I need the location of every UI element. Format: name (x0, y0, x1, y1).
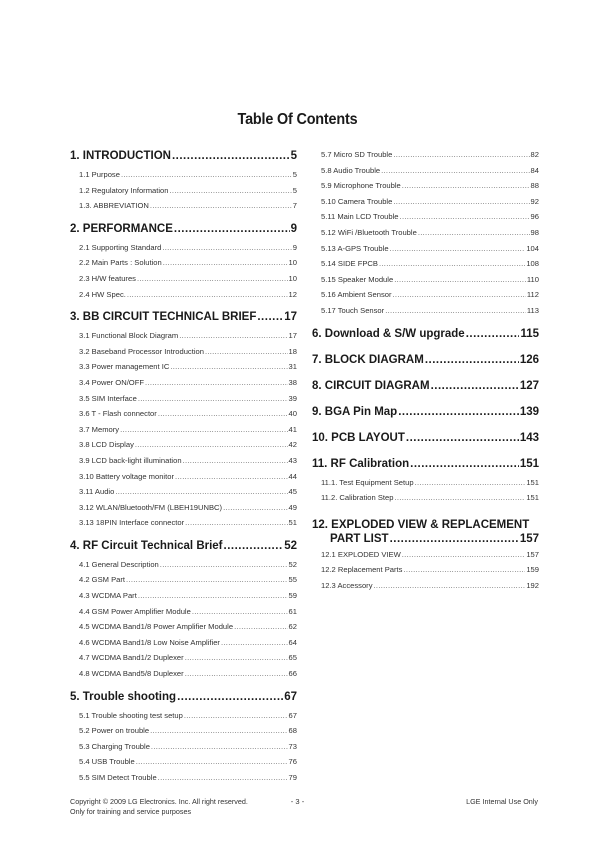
toc-entry-page: 64 (288, 637, 297, 647)
toc-entry[interactable] (70, 170, 297, 186)
toc-entry-label: 5.13 A-GPS Trouble (321, 243, 389, 253)
toc-section-title: 6. Download & S/W upgrade (312, 327, 465, 340)
leader-dots (170, 186, 292, 195)
toc-entry-label: 5.10 Camera Trouble (321, 196, 393, 206)
leader-dots (120, 425, 287, 434)
toc-entry[interactable] (312, 244, 539, 260)
toc-section-heading[interactable] (312, 406, 539, 426)
toc-entry-label: 4.5 WCDMA Band1/8 Power Amplifier Module (79, 622, 234, 632)
toc-entry-label: 5.17 Touch Sensor (321, 305, 385, 315)
toc-entry-page: 31 (288, 362, 297, 372)
toc-section-heading[interactable] (312, 458, 539, 478)
toc-entry[interactable] (70, 186, 297, 202)
leader-dots (398, 406, 519, 418)
leader-dots (150, 201, 292, 210)
toc-section-heading[interactable] (70, 540, 297, 560)
toc-entry-page: 113 (526, 305, 539, 315)
toc-entry[interactable] (70, 362, 297, 378)
toc-entry-page: 59 (288, 591, 297, 601)
toc-entry[interactable] (70, 487, 297, 503)
toc-entry[interactable] (70, 560, 297, 576)
toc-section (70, 223, 297, 311)
toc-entry-label: 5.5 SIM Detect Trouble (79, 773, 157, 782)
toc-section (312, 458, 539, 515)
toc-entry-page: 104 (526, 243, 539, 253)
toc-section-page: 115 (520, 327, 539, 340)
toc-entry-page: 43 (288, 455, 297, 465)
leader-dots (175, 472, 288, 481)
toc-entry-label: 5.2 Power on trouble (79, 726, 150, 736)
toc-section-12[interactable] (312, 518, 539, 550)
toc-entry-page: 66 (288, 669, 297, 679)
toc-section (312, 328, 539, 354)
toc-entry[interactable] (70, 456, 297, 472)
toc-entry-page: 39 (288, 393, 297, 403)
toc-entry-label: 3.11 Audio (79, 487, 115, 497)
toc-entry[interactable] (70, 347, 297, 363)
toc-entry[interactable] (70, 201, 297, 217)
toc-entry[interactable] (70, 622, 297, 638)
toc-entry-label: 12.1 EXPLODED VIEW (321, 549, 401, 559)
toc-entry-label: 3.7 Memory (79, 424, 120, 434)
leader-dots (185, 669, 288, 678)
toc-section-title: 10. PCB LAYOUT (312, 431, 405, 444)
leader-dots (151, 742, 288, 751)
toc-entry[interactable] (70, 607, 297, 623)
leader-dots (136, 757, 288, 766)
toc-entry-page: 62 (288, 622, 297, 632)
leader-dots (115, 487, 287, 496)
toc-entry-label: 3.3 Power management IC (79, 362, 170, 372)
toc-section-page: 5 (290, 150, 297, 162)
toc-section (70, 311, 297, 540)
toc-entry[interactable] (70, 638, 297, 654)
toc-section-page: 126 (519, 353, 539, 366)
toc-entry-page: 5 (292, 185, 297, 195)
footer-page-number: - 3 - (290, 797, 305, 806)
leader-dots (172, 150, 290, 162)
toc-entry[interactable] (70, 773, 297, 789)
toc-section-heading[interactable] (312, 432, 539, 452)
toc-entry-label: 5.8 Audio Trouble (321, 165, 381, 175)
toc-entry-label: 5.15 Speaker Module (321, 274, 394, 284)
toc-entry-label: 5.7 Micro SD Trouble (321, 150, 393, 159)
toc-entry[interactable] (312, 493, 539, 509)
toc-entry-label: 5.1 Trouble shooting test setup (79, 710, 183, 720)
toc-entry-page: 98 (530, 227, 539, 237)
toc-entry-page: 5 (292, 170, 297, 179)
toc-entry[interactable] (312, 259, 539, 275)
toc-section-title: 5. Trouble shooting (70, 690, 177, 703)
leader-dots (163, 258, 288, 267)
toc-entry-page: 84 (530, 165, 539, 175)
toc-section-heading[interactable] (312, 354, 539, 374)
toc-entry[interactable] (312, 581, 539, 597)
toc-entry[interactable] (70, 378, 297, 394)
leader-dots (379, 259, 525, 268)
leader-dots (394, 275, 526, 284)
toc-entry-label: 3.8 LCD Display (79, 440, 134, 450)
leader-dots (431, 380, 519, 392)
section-12-title-line2: PART LIST (330, 532, 389, 545)
toc-right-column (312, 150, 539, 597)
toc-entry-page: 112 (526, 290, 539, 300)
toc-entry-page: 76 (288, 757, 297, 767)
leader-dots (126, 575, 288, 584)
toc-entry[interactable] (312, 181, 539, 197)
leader-dots (135, 440, 288, 449)
toc-entry-label: 3.6 T - Flash connector (79, 409, 157, 419)
leader-dots (192, 607, 288, 616)
toc-section-page: 143 (519, 431, 539, 444)
toc-entry-page: 9 (292, 242, 297, 252)
toc-entry-page: 151 (526, 477, 539, 487)
toc-entry-label: 11.2. Calibration Step (321, 493, 394, 503)
toc-entry[interactable] (312, 478, 539, 494)
leader-dots (184, 711, 288, 720)
toc-entry-label: 3.5 SIM Interface (79, 393, 137, 403)
toc-section-page: 127 (519, 379, 539, 392)
toc-section (312, 432, 539, 458)
toc-entry-label: 2.1 Supporting Standard (79, 242, 162, 252)
toc-entry-label: 3.13 18PIN Interface connector (79, 518, 185, 528)
toc-section-heading[interactable] (70, 150, 297, 170)
leader-dots (170, 362, 287, 371)
right-sections (312, 328, 539, 515)
toc-entry-page: 159 (526, 565, 539, 575)
toc-entry-page: 45 (288, 487, 297, 497)
leader-dots (402, 550, 526, 559)
toc-entry-page: 67 (288, 710, 297, 720)
toc-entry-page: 82 (530, 150, 539, 159)
toc-entry-page: 192 (526, 580, 539, 590)
toc-entry[interactable] (70, 503, 297, 519)
leader-dots (234, 622, 287, 631)
toc-entry-label: 1.3. ABBREVIATION (79, 201, 149, 211)
toc-entry-page: 68 (288, 726, 297, 736)
toc-entry-label: 5.4 USB Trouble (79, 757, 135, 767)
toc-entry-label: 5.3 Charging Trouble (79, 741, 150, 751)
leader-dots (393, 150, 529, 159)
footer-copyright: Copyright © 2009 LG Electronics. Inc. All right reserved. (70, 797, 248, 806)
toc-entry-label: 12.3 Accessory (321, 580, 373, 590)
toc-section-page: 67 (284, 690, 297, 703)
toc-entry-page: 79 (288, 773, 297, 782)
toc-section (312, 406, 539, 432)
toc-entry[interactable] (70, 394, 297, 410)
toc-entry-page: 42 (288, 440, 297, 450)
leader-dots (162, 243, 291, 252)
toc-entry-label: 4.2 GSM Part (79, 575, 126, 585)
toc-entry-page: 65 (288, 653, 297, 663)
leader-dots (390, 532, 519, 546)
toc-entry[interactable] (312, 550, 539, 566)
footer-note: Only for training and service purposes (70, 807, 192, 816)
page-title: Table Of Contents (237, 111, 358, 128)
toc-entry[interactable] (70, 409, 297, 425)
toc-entry[interactable] (70, 711, 297, 727)
leader-dots (257, 311, 283, 323)
toc-entry-page: 44 (288, 471, 297, 481)
toc-entry-page: 40 (288, 409, 297, 419)
leader-dots (385, 306, 526, 315)
toc-entry-page: 38 (288, 377, 297, 387)
toc-entry-page: 10 (288, 273, 297, 283)
toc-section-page: 9 (290, 222, 297, 235)
toc-entry-page: 157 (526, 549, 539, 559)
toc-entry[interactable] (70, 742, 297, 758)
toc-section-page: 151 (519, 457, 539, 470)
leader-dots (393, 290, 526, 299)
leader-dots (400, 212, 530, 221)
toc-section-heading[interactable] (70, 691, 297, 711)
toc-entry-page: 151 (526, 493, 539, 503)
toc-entry[interactable] (70, 518, 297, 534)
toc-entry[interactable] (70, 591, 297, 607)
toc-entry-page: 51 (288, 518, 297, 528)
toc-entry[interactable] (312, 306, 539, 322)
toc-section-heading[interactable] (70, 311, 297, 331)
toc-section-title: 2. PERFORMANCE (70, 222, 173, 235)
leader-dots (158, 773, 288, 782)
toc-entry-label: 2.2 Main Parts : Solution (79, 258, 162, 268)
toc-section (312, 380, 539, 406)
leader-dots (466, 328, 520, 340)
toc-section-title: 9. BGA Pin Map (312, 405, 398, 418)
footer-classification: LGE Internal Use Only (466, 797, 538, 806)
toc-entry-label: 3.4 Power ON/OFF (79, 377, 144, 387)
leader-dots (127, 290, 288, 299)
toc-entry-page: 12 (288, 289, 297, 299)
toc-entry-label: 3.9 LCD back-light illumination (79, 455, 182, 465)
toc-entry[interactable] (70, 440, 297, 456)
leader-dots (183, 456, 288, 465)
toc-entry[interactable] (70, 653, 297, 669)
toc-entry-label: 5.12 WiFi /Bluetooth Trouble (321, 227, 417, 237)
toc-entry-label: 5.14 SIDE FPCB (321, 259, 378, 269)
leader-dots (138, 394, 288, 403)
toc-section-heading[interactable] (312, 380, 539, 400)
toc-section (70, 150, 297, 223)
toc-section-page: 52 (284, 539, 297, 552)
leader-dots (418, 228, 530, 237)
toc-entry-page: 18 (288, 346, 297, 356)
toc-entry-label: 3.2 Baseband Processor Introduction (79, 346, 204, 356)
toc-entry[interactable] (70, 575, 297, 591)
leader-dots (185, 518, 287, 527)
toc-entry-page: 73 (288, 741, 297, 751)
toc-section (70, 540, 297, 691)
leader-dots (205, 347, 288, 356)
toc-section-page: 139 (519, 405, 539, 418)
leader-dots (406, 432, 519, 444)
toc-entry[interactable] (312, 150, 539, 166)
toc-entry-page: 110 (526, 274, 539, 284)
toc-entry-label: 2.3 H/W features (79, 273, 136, 283)
toc-section-title: 11. RF Calibration (312, 457, 410, 470)
leader-dots (374, 581, 526, 590)
toc-entry-label: 1.2 Regulatory Information (79, 185, 169, 195)
toc-entry-label: 4.6 WCDMA Band1/8 Low Noise Amplifier (79, 637, 220, 647)
leader-dots (158, 409, 288, 418)
toc-entry-page: 88 (530, 181, 539, 191)
toc-entry-page: 52 (288, 559, 297, 569)
leader-dots (393, 197, 529, 206)
toc-entry-label: 12.2 Replacement Parts (321, 565, 403, 575)
leader-dots (185, 653, 288, 662)
toc-entry-page: 17 (288, 331, 297, 341)
toc-entry-page: 55 (288, 575, 297, 585)
toc-entry[interactable] (70, 726, 297, 742)
toc-entry-label: 5.11 Main LCD Trouble (321, 212, 399, 222)
toc-entry[interactable] (312, 228, 539, 244)
toc-entry[interactable] (70, 472, 297, 488)
toc-entry-page: 41 (288, 424, 297, 434)
toc-entry[interactable] (70, 243, 297, 259)
toc-section-title: 4. RF Circuit Technical Brief (70, 539, 223, 552)
toc-entry[interactable] (70, 274, 297, 290)
toc-entry-label: 11.1. Test Equipment Setup (321, 477, 414, 487)
toc-entry-page: 10 (288, 258, 297, 268)
toc-entry-page: 7 (292, 201, 297, 211)
leader-dots (138, 591, 288, 600)
leader-dots (223, 503, 287, 512)
toc-entry[interactable] (312, 166, 539, 182)
toc-section-title: 8. CIRCUIT DIAGRAM (312, 379, 430, 392)
leader-dots (403, 565, 525, 574)
toc-entry-label: 4.1 General Description (79, 559, 159, 569)
toc-entry[interactable] (70, 425, 297, 441)
leader-dots (394, 493, 525, 502)
toc-entry-label: 5.9 Microphone Trouble (321, 181, 401, 191)
leader-dots (174, 223, 290, 235)
leader-dots (145, 378, 288, 387)
toc-entry[interactable] (312, 565, 539, 581)
right-continued-items (312, 150, 539, 328)
toc-entry[interactable] (70, 757, 297, 773)
toc-entry[interactable] (70, 331, 297, 347)
leader-dots (150, 726, 287, 735)
section-12-title-line1: 12. EXPLODED VIEW & REPLACEMENT (312, 518, 530, 531)
toc-entry[interactable] (312, 197, 539, 213)
leader-dots (221, 638, 288, 647)
leader-dots (137, 274, 288, 283)
leader-dots (381, 166, 529, 175)
toc-section (312, 354, 539, 380)
toc-entry-label: 3.1 Functional Block Diagram (79, 331, 179, 341)
toc-entry-label: 4.8 WCDMA Band5/8 Duplexer (79, 669, 184, 679)
leader-dots (121, 170, 292, 179)
toc-section-title: 7. BLOCK DIAGRAM (312, 353, 424, 366)
toc-entry[interactable] (70, 290, 297, 306)
toc-section-title: 1. INTRODUCTION (70, 150, 171, 162)
toc-section-heading[interactable] (312, 328, 539, 348)
toc-entry-label: 4.3 WCDMA Part (79, 591, 137, 601)
leader-dots (390, 244, 526, 253)
toc-section-heading[interactable] (70, 223, 297, 243)
section-12-items (312, 550, 539, 597)
toc-entry-label: 3.12 WLAN/Bluetooth/FM (LBEH19UNBC) (79, 502, 223, 512)
toc-left-column (70, 150, 297, 795)
toc-entry-label: 4.4 GSM Power Amplifier Module (79, 606, 191, 616)
leader-dots (224, 540, 284, 552)
toc-section-page: 17 (284, 311, 297, 324)
toc-entry-label: 4.7 WCDMA Band1/2 Duplexer (79, 653, 184, 663)
toc-entry-page: 61 (288, 606, 297, 616)
toc-entry[interactable] (70, 669, 297, 685)
toc-entry[interactable] (312, 212, 539, 228)
leader-dots (415, 478, 526, 487)
toc-entry-page: 49 (288, 502, 297, 512)
leader-dots (402, 181, 530, 190)
toc-entry[interactable] (312, 275, 539, 291)
leader-dots (160, 560, 288, 569)
toc-section (70, 691, 297, 795)
toc-entry-label: 3.10 Battery voltage monitor (79, 471, 174, 481)
toc-entry-label: 5.16 Ambient Sensor (321, 290, 392, 300)
leader-dots (410, 458, 519, 470)
toc-entry[interactable] (70, 258, 297, 274)
toc-entry-label: 1.1 Purpose (79, 170, 120, 179)
toc-entry-label: 2.4 HW Spec. (79, 289, 126, 299)
leader-dots (177, 691, 283, 703)
toc-section-title: 3. BB CIRCUIT TECHNICAL BRIEF (70, 311, 257, 324)
toc-entry-page: 108 (526, 259, 539, 269)
section-12-page: 157 (519, 532, 539, 545)
toc-entry[interactable] (312, 290, 539, 306)
toc-entry-page: 96 (530, 212, 539, 222)
leader-dots (425, 354, 519, 366)
leader-dots (179, 331, 287, 340)
toc-entry-page: 92 (530, 196, 539, 206)
